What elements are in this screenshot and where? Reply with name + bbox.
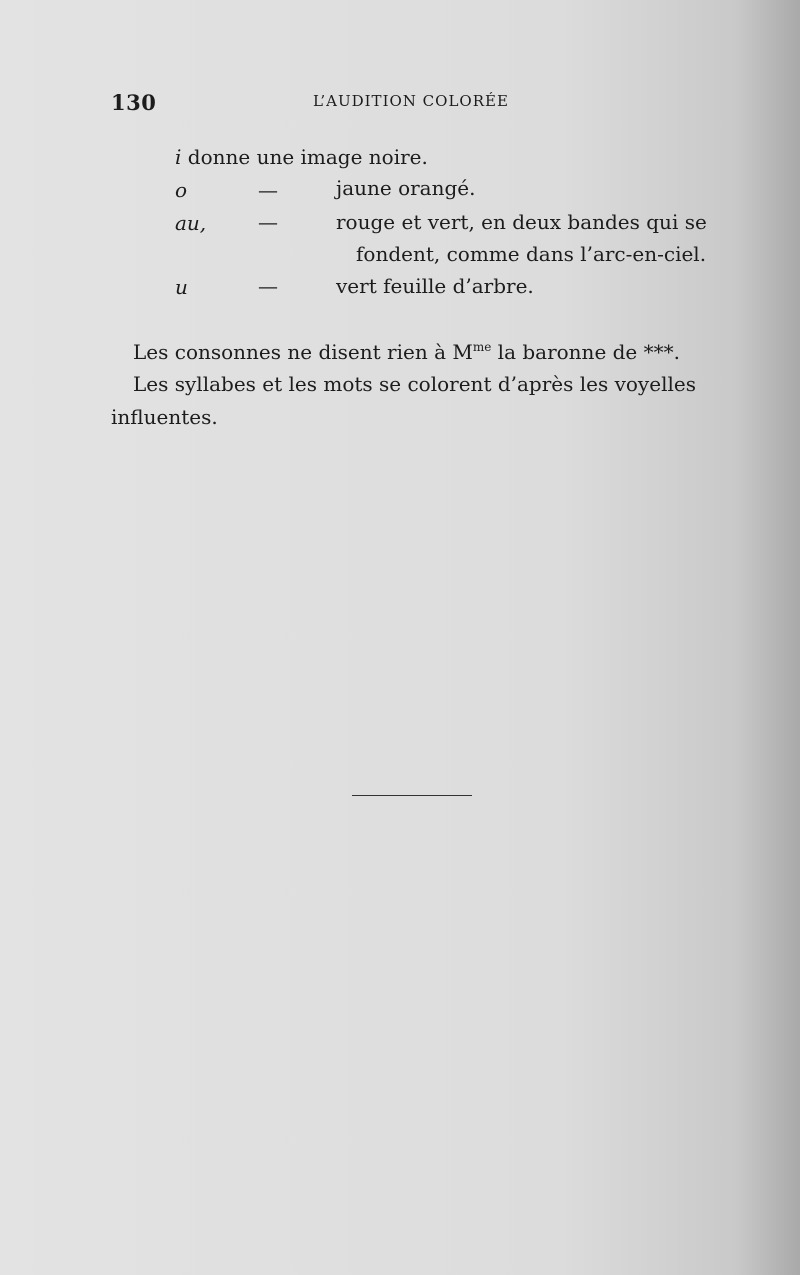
vowel-i-description: donne une image noire. [187,145,428,169]
vowel-u: u [175,275,188,299]
color-au-line1: rouge et vert, en deux bandes qui se [336,210,707,234]
dash-au: — [258,210,278,234]
dash-o: — [258,178,278,202]
section-rule [352,795,472,796]
paragraph-syllables-line1: Les syllabes et les mots se colorent d’après les voyelles [133,372,696,396]
vowel-line-i [175,145,428,169]
paragraph-consonants-end: la baronne de ***. [491,340,680,364]
dash-u: — [258,274,278,298]
color-o: jaune orangé. [336,176,476,200]
page-number: 130 [111,90,157,115]
paragraph-consonants [133,340,680,364]
paragraph-consonants-text: Les consonnes ne disent rien à M [133,340,473,364]
vowel-au: au, [175,211,207,235]
running-title: L’AUDITION COLORÉE [313,92,509,110]
color-u: vert feuille d’arbre. [336,274,534,298]
color-au-line2: fondent, comme dans l’arc-en-ciel. [356,242,707,266]
superscript-me: me [472,340,492,354]
paragraph-syllables-line2: influentes. [111,405,218,429]
vowel-i: i [175,145,182,169]
vowel-o: o [175,178,188,202]
